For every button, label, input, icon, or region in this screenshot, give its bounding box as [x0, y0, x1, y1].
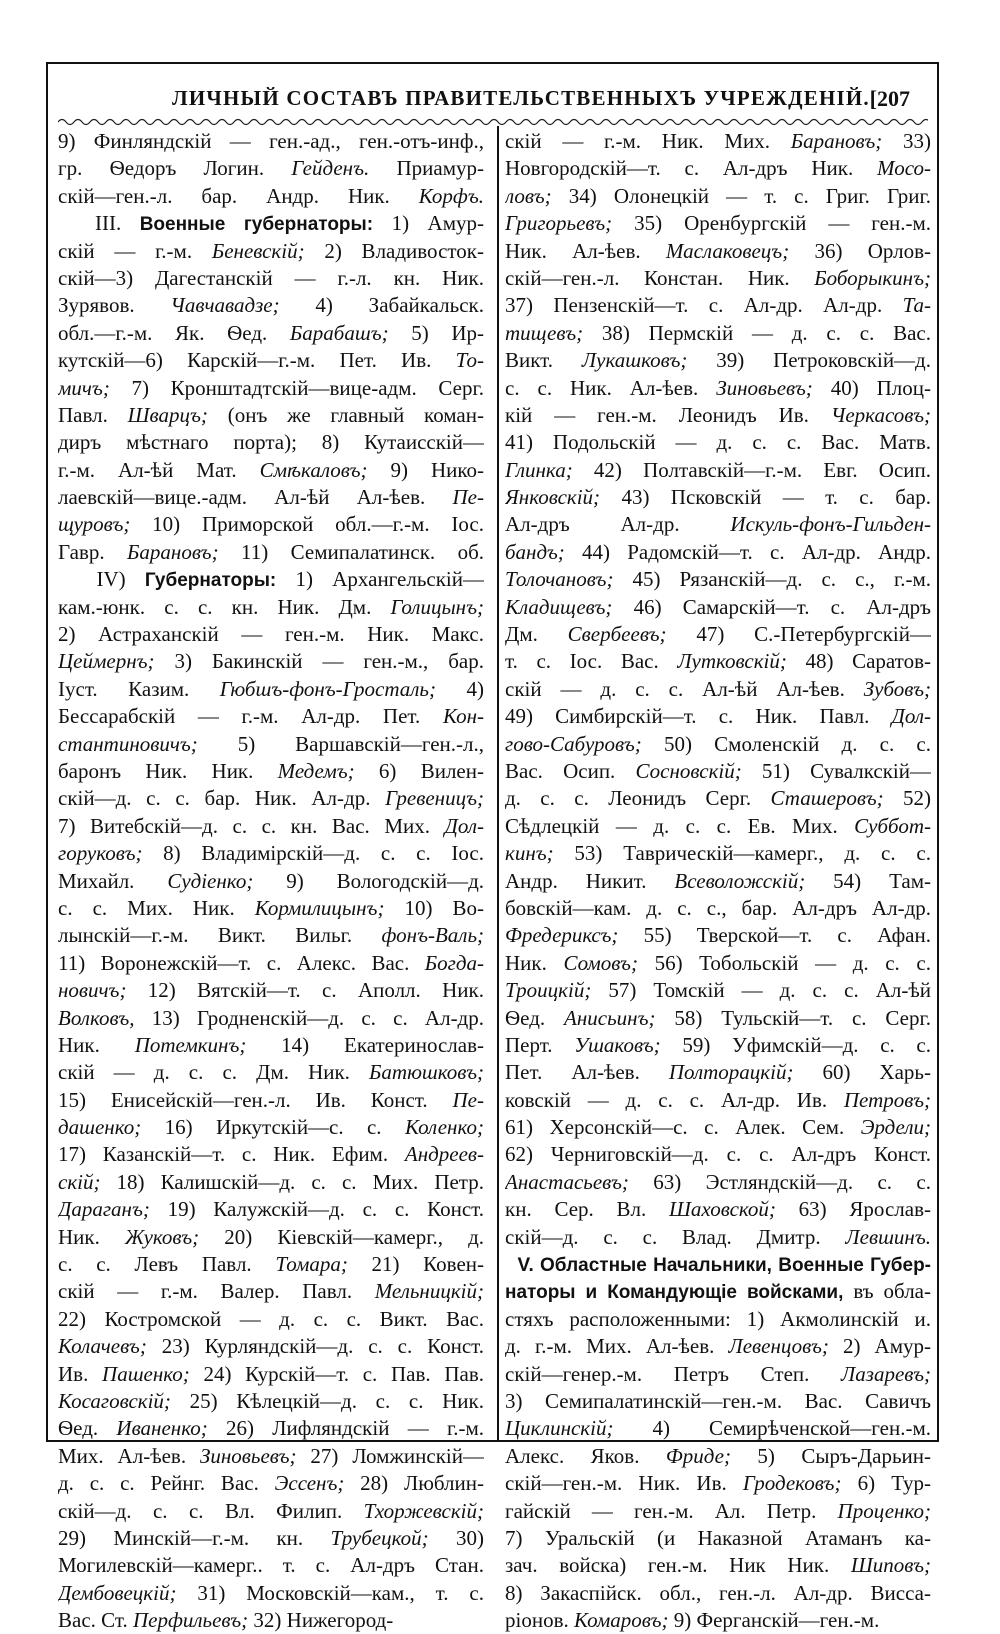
frame-top-border [46, 62, 939, 64]
left-column-line: Михайл. Судіенко; 9) Вологодскій—д. [58, 868, 484, 893]
right-column-line: Циклинскій; 4) Семирѣченской—ген.-м. [505, 1416, 931, 1441]
left-column-line: скій—д. с. с. Вл. Филип. Тхоржевскій; [58, 1498, 484, 1523]
left-column-line: Цеймернъ; 3) Бакинскій — ген.-м., бар. [58, 649, 484, 674]
left-column-line: скій — г.-м. Беневскій; 2) Владивосток- [58, 238, 484, 263]
left-column-line: гр. Ѳедоръ Логин. Гейденъ. Приамур- [58, 156, 484, 181]
right-column-line: Янковскій; 43) Псковскій — т. с. бар. [505, 485, 931, 510]
right-column-line: ріонов. Комаровъ; 9) Ферганскій—ген.-м. [505, 1608, 880, 1633]
right-column-line: 37) Пензенскій—т. с. Ал-др. Ал-др. Та- [505, 293, 931, 318]
right-column-line: 8) Закаспійск. обл., ген.-л. Ал-др. Висса- [505, 1580, 931, 1605]
right-column-line: Фредериксъ; 55) Тверской—т. с. Афан. [505, 923, 931, 948]
right-column-line: бандъ; 44) Радомскій—т. с. Ал-др. Андр. [505, 539, 931, 564]
right-column-line: 41) Подольскій — д. с. с. Вас. Матв. [505, 430, 931, 455]
left-column [58, 128, 484, 1634]
right-column-line: V. Областные Начальники, Военные Губер- [517, 1255, 931, 1277]
wavy-rule [58, 116, 928, 128]
left-column-line: д. с. с. Рейнг. Вас. Эссенъ; 28) Люблин- [58, 1471, 484, 1496]
right-column-line: Пет. Ал-ѣев. Полторацкій; 60) Харь- [505, 1060, 931, 1085]
column-divider [497, 126, 499, 1442]
left-column-line: Могилевскій—камерг.. т. с. Ал-дръ Стан. [58, 1553, 484, 1578]
left-column-line: лаевскій—вице.-адм. Ал-ѣй Ал-ѣев. Пе- [58, 485, 484, 510]
left-column-line: Волковъ, 13) Гродненскій—д. с. с. Ал-др. [58, 1005, 484, 1030]
right-column-line: кій — ген.-м. Леонидъ Ив. Черкасовъ; [505, 402, 931, 427]
right-column-line: Перт. Ушаковъ; 59) Уфимскій—д. с. с. [505, 1032, 931, 1057]
right-column-line: 3) Семипалатинскій—ген.-м. Вас. Савичъ [505, 1388, 931, 1413]
frame-left-border [46, 62, 48, 1442]
right-column-line: Глинка; 42) Полтавскій—г.-м. Евг. Осип. [505, 457, 931, 482]
left-column-line: скій—д. с. с. бар. Ник. Ал-др. Гревеницъ; [58, 786, 484, 811]
right-column-line: скій—д. с. с. Влад. Дмитр. Левшинъ. [505, 1224, 931, 1249]
left-column-line: дашенко; 16) Иркутскій—с. с. Коленко; [58, 1115, 484, 1140]
right-column-line: кинъ; 53) Таврическій—камерг., д. с. с. [505, 841, 931, 866]
left-column-line: Дембовецкій; 31) Московскій—кам., т. с. [58, 1580, 484, 1605]
right-column-line: скій—ген.-м. Ник. Ив. Гродековъ; 6) Тур- [505, 1471, 931, 1496]
left-column-line: Павл. Шварцъ; (онъ же главный коман- [58, 402, 484, 427]
right-column-line: скій — д. с. с. Ал-ѣй Ал-ѣев. Зубовъ; [505, 676, 931, 701]
left-column-line: скій — г.-м. Валер. Павл. Мельницкій; [58, 1279, 484, 1304]
left-column-line: 29) Минскій—г.-м. кн. Трубецкой; 30) [58, 1525, 484, 1550]
right-column-line: бовскій—кам. д. с. с., бар. Ал-дръ Ал-др. [505, 895, 931, 920]
right-column-line: Анастасьевъ; 63) Эстляндскій—д. с. с. [505, 1169, 931, 1194]
right-column-line: д. г.-м. Мих. Ал-ѣев. Левенцовъ; 2) Амур- [505, 1334, 931, 1359]
left-column-line: 11) Воронежскій—т. с. Алекс. Вас. Богда- [58, 950, 484, 975]
left-column-line: Іуст. Казим. Гюбшъ-фонъ-Гросталь; 4) [58, 676, 484, 701]
left-column-line: диръ мѣстнаго порта); 8) Кутаисскій— [58, 430, 484, 455]
left-column-line: обл.—г.-м. Як. Ѳед. Барабашъ; 5) Ир- [58, 320, 484, 345]
right-column-line: Кладищевъ; 46) Самарскій—т. с. Ал-дръ [505, 594, 931, 619]
left-column-line: щуровъ; 10) Приморской обл.—г.-м. Іос. [58, 512, 484, 537]
right-column [505, 128, 931, 1634]
right-column-line: гово-Сабуровъ; 50) Смоленскій д. с. с. [505, 731, 931, 756]
right-column-line: скій — г.-м. Ник. Мих. Барановъ; 33) [505, 129, 931, 153]
left-column-line: 17) Казанскій—т. с. Ник. Ефим. Андреев- [58, 1142, 484, 1167]
right-column-line: Ник. Ал-ѣев. Маслаковецъ; 36) Орлов- [505, 238, 931, 263]
left-column-line: Ѳед. Иваненко; 26) Лифляндскій — г.-м. [58, 1416, 484, 1441]
left-column-line: Мих. Ал-ѣев. Зиновьевъ; 27) Ломжинскій— [58, 1443, 484, 1468]
right-column-line: зач. войска) ген.-м. Ник Ник. Шиповъ; [505, 1553, 931, 1578]
right-column-line: Григорьевъ; 35) Оренбургскій — ген.-м. [505, 211, 931, 236]
left-column-line: 7) Витебскій—д. с. с. кн. Вас. Мих. Дол- [58, 813, 484, 838]
right-column-line: тищевъ; 38) Пермскій — д. с. с. Вас. [505, 320, 931, 345]
left-column-line: 22) Костромской — д. с. с. Викт. Вас. [58, 1306, 484, 1331]
right-column-line: гайскій — ген.-м. Ал. Петр. Проценко; [505, 1498, 931, 1523]
right-column-line: Алекс. Яков. Фриде; 5) Сыръ-Дарьин- [505, 1443, 931, 1468]
left-column-line: скій—3) Дагестанскій — г.-л. кн. Ник. [58, 265, 484, 290]
right-column-line: 7) Уральскій (и Наказной Атаманъ ка- [505, 1525, 931, 1550]
left-column-line: баронъ Ник. Ник. Медемъ; 6) Вилен- [58, 758, 484, 783]
left-column-line: кам.-юнк. с. с. кн. Ник. Дм. Голицынъ; [58, 594, 484, 619]
left-column-line: новичъ; 12) Вятскій—т. с. Аполл. Ник. [58, 978, 484, 1003]
left-column-line: Ник. Жуковъ; 20) Кіевскій—камерг., д. [58, 1224, 484, 1249]
right-column-line: Вас. Осип. Сосновскій; 51) Сувалкскій— [505, 758, 931, 783]
left-column-line: с. с. Левъ Павл. Томара; 21) Ковен- [58, 1252, 484, 1277]
left-column-line: Дараганъ; 19) Калужскій—д. с. с. Конст. [58, 1197, 484, 1222]
left-column-line: горуковъ; 8) Владимірскій—д. с. с. Іос. [58, 841, 484, 866]
right-column-line: т. с. Іос. Вас. Лутковскій; 48) Саратов- [505, 649, 931, 674]
right-column-line: Троицкій; 57) Томскій — д. с. с. Ал-ѣй [505, 978, 931, 1003]
right-column-line: стяхъ расположенными: 1) Акмолинскій и. [505, 1306, 931, 1331]
left-column-line: Ив. Пашенко; 24) Курскій—т. с. Пав. Пав. [58, 1361, 484, 1386]
left-column-line: 15) Енисейскій—ген.-л. Ив. Конст. Пе- [58, 1087, 484, 1112]
page-title: ЛИЧНЫЙ СОСТАВЪ ПРАВИТЕЛЬСТВЕННЫХЪ УЧРЕЖДЕНІЙ. [172, 86, 870, 110]
right-column-line: Ал-дръ Ал-др. Искуль-фонъ-Гильден- [505, 512, 931, 537]
left-column-line: III. Военные губернаторы: 1) Амур- [58, 211, 484, 236]
left-column-line: мичъ; 7) Кронштадтскій—вице-адм. Серг. [58, 375, 484, 400]
left-column-line: Вас. Ст. Перфильевъ; 32) Нижегород- [58, 1608, 394, 1633]
frame-right-border [937, 62, 939, 1442]
left-column-line: IV) Губернаторы: 1) Архангельскій— [58, 567, 484, 592]
right-column-line: Толочановъ; 45) Рязанскій—д. с. с., г.-м. [505, 567, 931, 592]
left-column-line: кутскій—6) Карскій—г.-м. Пет. Ив. То- [58, 348, 484, 373]
right-column-line: 49) Симбирскій—т. с. Ник. Павл. Дол- [505, 704, 931, 729]
right-column-line: Сѣдлецкій — д. с. с. Ев. Мих. Суббот- [505, 813, 931, 838]
left-column-line: скій — д. с. с. Дм. Ник. Батюшковъ; [58, 1060, 484, 1085]
left-column-line: с. с. Мих. Ник. Кормилицынъ; 10) Во- [58, 895, 484, 920]
left-column-line: Колачевъ; 23) Курляндскій—д. с. с. Конст. [58, 1334, 484, 1359]
left-column-line: Гавр. Барановъ; 11) Семипалатинск. об. [58, 539, 484, 564]
right-column-line: скій—ген.-л. Констан. Ник. Боборыкинъ; [505, 265, 931, 290]
left-column-line: 2) Астраханскій — ген.-м. Ник. Макс. [58, 622, 484, 647]
right-column-line: д. с. с. Леонидъ Серг. Сташеровъ; 52) [505, 786, 931, 811]
right-column-line: ковскій — д. с. с. Ал-др. Ив. Петровъ; [505, 1087, 931, 1112]
left-column-line: скій—ген.-л. бар. Андр. Ник. Корфъ. [58, 183, 484, 208]
right-column-line: Ѳед. Анисьинъ; 58) Тульскій—т. с. Серг. [505, 1005, 931, 1030]
page-number: [207 [869, 86, 910, 111]
right-column-line: Новгородскій—т. с. Ал-дръ Ник. Мосо- [505, 156, 931, 181]
left-column-line: лынскій—г.-м. Викт. Вильг. фонъ-Валь; [58, 923, 484, 948]
right-column-line: ловъ; 34) Олонецкій — т. с. Григ. Григ. [505, 183, 931, 208]
right-column-line: Дм. Свербеевъ; 47) С.-Петербургскій— [505, 622, 931, 647]
right-column-line: кн. Сер. Вл. Шаховской; 63) Ярослав- [505, 1197, 931, 1222]
right-column-line: Андр. Никит. Всеволожскій; 54) Там- [505, 868, 931, 893]
right-column-line: 61) Херсонскій—с. с. Алек. Сем. Эрдели; [505, 1115, 931, 1140]
right-column-line: скій—генер.-м. Петръ Степ. Лазаревъ; [505, 1361, 931, 1386]
right-column-line: наторы и Командующіе войсками, въ обла- [505, 1279, 931, 1304]
left-column-line: скій; 18) Калишскій—д. с. с. Мих. Петр. [58, 1169, 484, 1194]
right-column-line: Викт. Лукашковъ; 39) Петроковскій—д. [505, 348, 931, 373]
right-column-line: 62) Черниговскій—д. с. с. Ал-дръ Конст. [505, 1142, 931, 1167]
page-header [60, 86, 920, 116]
left-column-line: Зурявов. Чавчавадзе; 4) Забайкальск. [58, 293, 484, 318]
left-column-line: Ник. Потемкинъ; 14) Екатеринослав- [58, 1032, 484, 1057]
left-column-line: 9) Финляндскій — ген.-ад., ген.-отъ-инф., [58, 129, 484, 153]
left-column-line: Косаговскій; 25) Кѣлецкій—д. с. с. Ник. [58, 1388, 484, 1413]
right-column-line: с. с. Ник. Ал-ѣев. Зиновьевъ; 40) Плоц- [505, 375, 931, 400]
left-column-line: г.-м. Ал-ѣй Мат. Смѣкаловъ; 9) Нико- [58, 457, 484, 482]
left-column-line: стантиновичъ; 5) Варшавскій—ген.-л., [58, 731, 484, 756]
right-column-line: Ник. Сомовъ; 56) Тобольскій — д. с. с. [505, 950, 931, 975]
left-column-line: Бессарабскій — г.-м. Ал-др. Пет. Кон- [58, 704, 484, 729]
